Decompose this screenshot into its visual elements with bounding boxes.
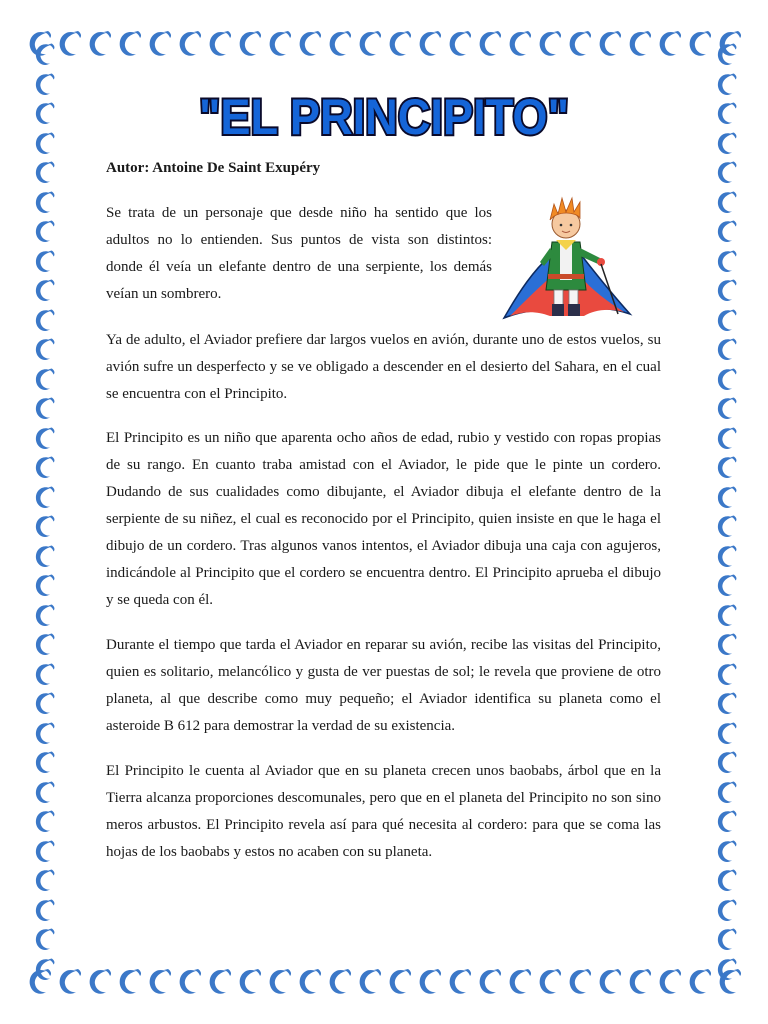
swirl-border-icon	[711, 866, 741, 896]
swirl-border-icon	[654, 27, 684, 61]
swirl-border-icon	[294, 965, 324, 999]
swirl-border-icon	[24, 965, 54, 999]
swirl-border-icon	[29, 335, 59, 365]
swirl-border-icon	[564, 27, 594, 61]
swirl-border-icon	[29, 837, 59, 867]
swirl-border-icon	[234, 965, 264, 999]
swirl-border-icon	[564, 965, 594, 999]
swirl-border-icon	[29, 217, 59, 247]
swirl-border-icon	[711, 778, 741, 808]
swirl-border-icon	[324, 27, 354, 61]
swirl-border-icon	[474, 965, 504, 999]
swirl-border-icon	[711, 630, 741, 660]
swirl-border-icon	[29, 630, 59, 660]
swirl-border-icon	[29, 158, 59, 188]
swirl-border-icon	[29, 453, 59, 483]
swirl-border-icon	[711, 453, 741, 483]
swirl-border-icon	[711, 512, 741, 542]
page-border-bottom	[24, 960, 744, 1004]
swirl-border-icon	[711, 601, 741, 631]
swirl-border-icon	[84, 27, 114, 61]
page-border-top	[24, 22, 744, 66]
swirl-border-icon	[54, 27, 84, 61]
swirl-border-icon	[29, 866, 59, 896]
swirl-border-icon	[29, 925, 59, 955]
swirl-border-icon	[29, 719, 59, 749]
swirl-border-icon	[711, 424, 741, 454]
swirl-border-icon	[384, 965, 414, 999]
swirl-border-icon	[29, 571, 59, 601]
swirl-border-icon	[474, 27, 504, 61]
swirl-border-icon	[144, 27, 174, 61]
swirl-border-icon	[444, 965, 474, 999]
swirl-border-icon	[354, 27, 384, 61]
title-text: "EL PRINCIPITO"	[199, 89, 569, 145]
swirl-border-icon	[29, 188, 59, 218]
swirl-border-icon	[174, 965, 204, 999]
page-title	[0, 84, 768, 148]
swirl-border-icon	[711, 807, 741, 837]
swirl-border-icon	[29, 896, 59, 926]
title-wordart	[184, 84, 584, 148]
swirl-border-icon	[294, 27, 324, 61]
swirl-border-icon	[711, 542, 741, 572]
swirl-border-icon	[711, 247, 741, 277]
swirl-border-icon	[711, 925, 741, 955]
swirl-border-icon	[684, 27, 714, 61]
swirl-border-icon	[414, 27, 444, 61]
swirl-border-icon	[354, 965, 384, 999]
swirl-border-icon	[414, 965, 444, 999]
swirl-border-icon	[174, 27, 204, 61]
little-prince-illustration	[500, 190, 634, 330]
swirl-border-icon	[504, 27, 534, 61]
swirl-border-icon	[114, 27, 144, 61]
swirl-border-icon	[29, 247, 59, 277]
swirl-border-icon	[24, 27, 54, 61]
swirl-border-icon	[711, 689, 741, 719]
swirl-border-icon	[144, 965, 174, 999]
swirl-border-icon	[29, 601, 59, 631]
swirl-border-icon	[711, 955, 741, 985]
swirl-border-icon	[29, 778, 59, 808]
page-border-left	[22, 40, 66, 984]
swirl-border-icon	[114, 965, 144, 999]
swirl-border-icon	[29, 365, 59, 395]
swirl-border-icon	[264, 965, 294, 999]
swirl-border-icon	[54, 965, 84, 999]
swirl-border-icon	[711, 483, 741, 513]
swirl-border-icon	[29, 394, 59, 424]
swirl-border-icon	[204, 965, 234, 999]
swirl-border-icon	[711, 719, 741, 749]
swirl-border-icon	[29, 483, 59, 513]
swirl-border-icon	[504, 965, 534, 999]
swirl-border-icon	[234, 27, 264, 61]
swirl-border-icon	[29, 807, 59, 837]
swirl-border-icon	[324, 965, 354, 999]
paragraph-visitas: Durante el tiempo que tarda el Aviador en reparar su avión, recibe las visitas del Principito, quien es solitario, melancólico y gusta de ver puestas de sol; le revela que proviene de otro planeta, al que describe como muy pequeño; el Aviador identifica su planeta como el asteroide B 612 para demostrar la verdad de su existencia.	[106, 637, 661, 734]
swirl-border-icon	[654, 965, 684, 999]
swirl-border-icon	[711, 306, 741, 336]
swirl-border-icon	[29, 955, 59, 985]
swirl-border-icon	[711, 660, 741, 690]
swirl-border-icon	[534, 27, 564, 61]
swirl-border-icon	[29, 306, 59, 336]
swirl-border-icon	[444, 27, 474, 61]
swirl-border-icon	[594, 965, 624, 999]
paragraph-baobabs: El Principito le cuenta al Aviador que en su planeta crecen unos baobabs, árbol que en la Tierra alcanza proporciones descomunales, pero que en el planeta del Principito no son sino meros arbustos. El Principito revela así para qué necesita al cordero: para que se coma las hojas de los baobabs y estos no acaben con su planeta.	[106, 763, 661, 860]
swirl-border-icon	[29, 660, 59, 690]
page-border-right	[704, 40, 748, 984]
swirl-border-icon	[384, 27, 414, 61]
swirl-border-icon	[624, 965, 654, 999]
swirl-border-icon	[711, 158, 741, 188]
swirl-border-icon	[204, 27, 234, 61]
swirl-border-icon	[711, 571, 741, 601]
swirl-border-icon	[684, 965, 714, 999]
swirl-border-icon	[714, 965, 744, 999]
paragraph-aviador: Ya de adulto, el Aviador prefiere dar largos vuelos en avión, durante uno de estos vuelos, su avión sufre un desperfecto y se ve obligado a descender en el desierto del Sahara, en el cual se encuentra con el Principito.	[106, 332, 661, 402]
swirl-border-icon	[711, 837, 741, 867]
swirl-border-icon	[29, 542, 59, 572]
swirl-border-icon	[711, 365, 741, 395]
paragraph-principito: El Principito es un niño que aparenta ocho años de edad, rubio y vestido con ropas propias de su rango. En cuanto traba amistad con el Aviador, le pide que le pinte un cordero. Dudando de sus cualidades como dibujante, el Aviador dibuja el elefante dentro de la serpiente de su niñez, el cual es reconocido por el Principito, quien insiste en que le haga el dibujo de un cordero. Tras algunos vanos intentos, el Aviador dibuja una caja con agujeros, indicándole al Principito que el cordero se encuentra dentro. El Principito aprueba el dibujo y se queda con él.	[106, 430, 661, 608]
swirl-border-icon	[711, 276, 741, 306]
swirl-border-icon	[714, 27, 744, 61]
swirl-border-icon	[711, 217, 741, 247]
swirl-border-icon	[534, 965, 564, 999]
swirl-border-icon	[264, 27, 294, 61]
swirl-border-icon	[84, 965, 114, 999]
swirl-border-icon	[29, 689, 59, 719]
swirl-border-icon	[711, 188, 741, 218]
swirl-border-icon	[29, 424, 59, 454]
swirl-border-icon	[711, 394, 741, 424]
swirl-border-icon	[711, 40, 741, 70]
swirl-border-icon	[711, 896, 741, 926]
swirl-border-icon	[29, 512, 59, 542]
swirl-border-icon	[29, 748, 59, 778]
author-line: Autor: Antoine De Saint Exupéry	[106, 160, 321, 176]
swirl-border-icon	[624, 27, 654, 61]
paragraph-intro: Se trata de un personaje que desde niño ha sentido que los adultos no lo entienden. Sus puntos de vista son distintos: donde él veía un elefante dentro de una serpiente, los demás veían un sombrero.	[106, 205, 492, 302]
swirl-border-icon	[29, 40, 59, 70]
swirl-border-icon	[29, 276, 59, 306]
swirl-border-icon	[711, 748, 741, 778]
swirl-border-icon	[594, 27, 624, 61]
swirl-border-icon	[711, 335, 741, 365]
